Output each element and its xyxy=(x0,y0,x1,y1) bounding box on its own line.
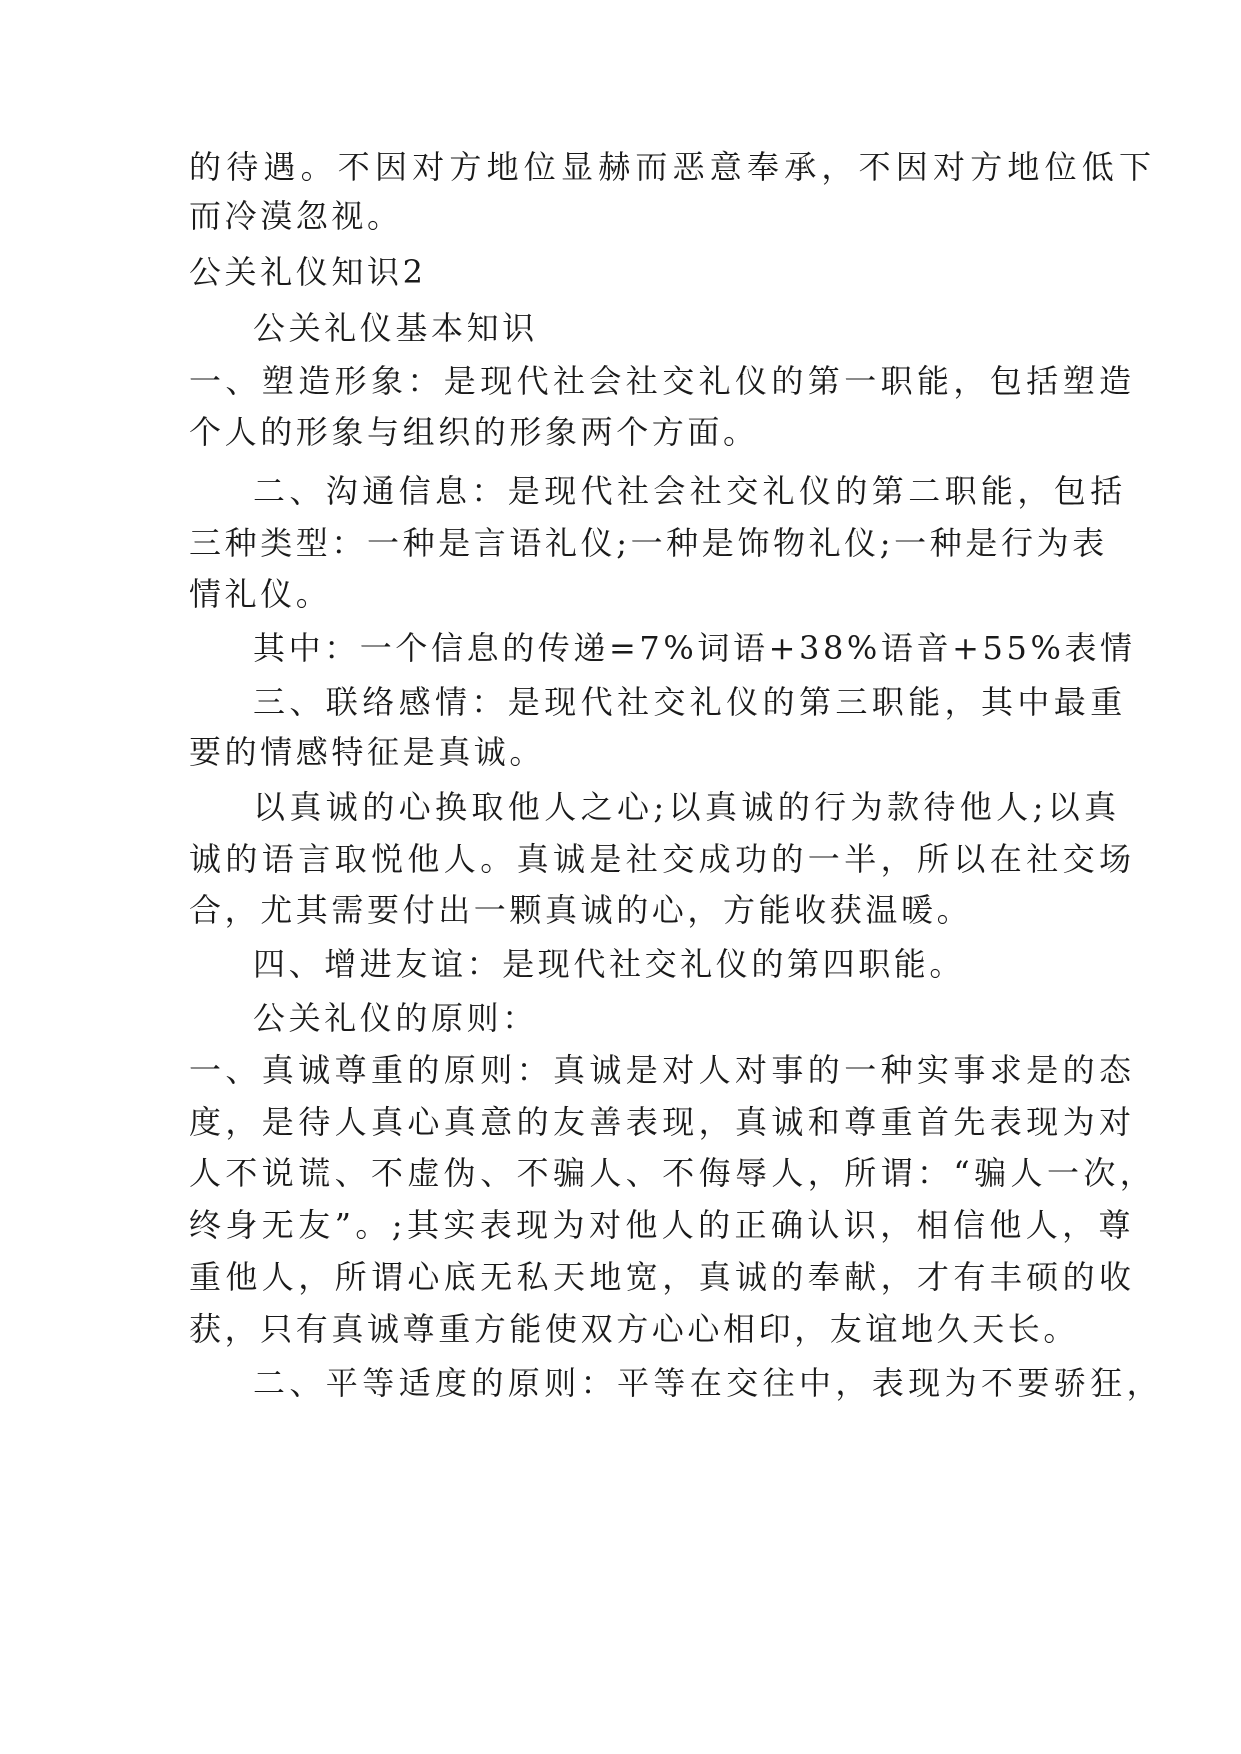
text-line: 人不说谎、不虚伪、不骗人、不侮辱人，所谓：“骗人一次， xyxy=(189,1154,1157,1192)
text-line: 获，只有真诚尊重方能使双方心心相印，友谊地久天长。 xyxy=(189,1310,1080,1348)
text-line: 诚的语言取悦他人。真诚是社交成功的一半，所以在社交场 xyxy=(189,840,1136,878)
text-line: 以真诚的心换取他人之心;以真诚的行为款待他人;以真 xyxy=(253,788,1121,826)
text-line: 四、增进友谊：是现代社交礼仪的第四职能。 xyxy=(253,945,966,983)
text-line: 一、真诚尊重的原则：真诚是对人对事的一种实事求是的态 xyxy=(189,1051,1136,1089)
text-line: 其中：一个信息的传递=7%词语+38%语音+55%表情 xyxy=(253,629,1136,667)
text-line: 终身无友”。;其实表现为对他人的正确认识，相信他人，尊 xyxy=(189,1206,1135,1244)
subsection-heading: 公关礼仪基本知识 xyxy=(253,309,538,347)
text-line: 一、塑造形象：是现代社会社交礼仪的第一职能，包括塑造 xyxy=(189,362,1136,400)
text-line: 重他人，所谓心底无私天地宽，真诚的奉献，才有丰硕的收 xyxy=(189,1258,1136,1296)
text-line: 三种类型：一种是言语礼仪;一种是饰物礼仪;一种是行为表 xyxy=(189,524,1108,562)
text-line: 情礼仪。 xyxy=(189,575,332,613)
text-line: 公关礼仪的原则： xyxy=(253,999,538,1037)
section-heading: 公关礼仪知识2 xyxy=(189,253,427,291)
text-line: 二、平等适度的原则：平等在交往中，表现为不要骄狂， xyxy=(253,1364,1164,1402)
text-line: 度，是待人真心真意的友善表现，真诚和尊重首先表现为对 xyxy=(189,1103,1136,1141)
text-line: 二、沟通信息：是现代社会社交礼仪的第二职能，包括 xyxy=(253,472,1127,510)
text-line: 的待遇。不因对方地位显赫而恶意奉承，不因对方地位低下 xyxy=(189,148,1157,186)
text-line: 个人的形象与组织的形象两个方面。 xyxy=(189,413,759,451)
text-line: 要的情感特征是真诚。 xyxy=(189,733,546,771)
text-line: 而冷漠忽视。 xyxy=(189,197,403,235)
text-line: 合，尤其需要付出一颗真诚的心，方能收获温暖。 xyxy=(189,891,973,929)
text-line: 三、联络感情：是现代社交礼仪的第三职能，其中最重 xyxy=(253,683,1127,721)
